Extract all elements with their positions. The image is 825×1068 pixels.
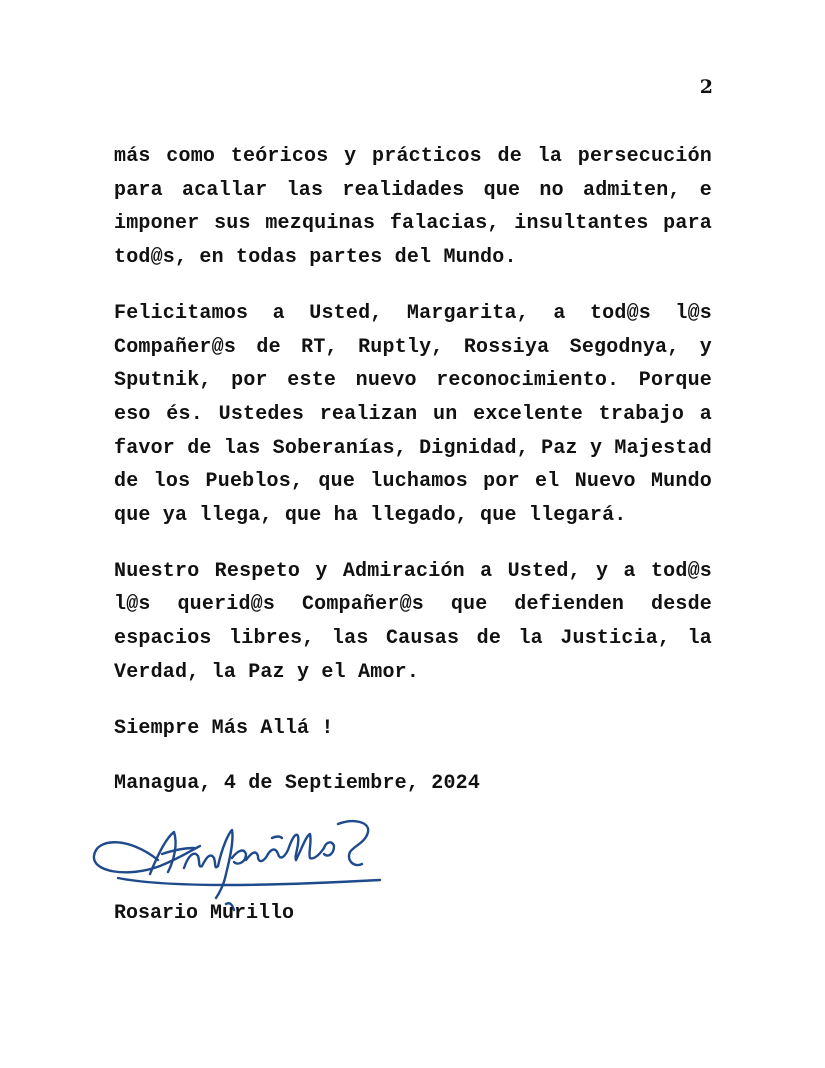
signer-name: Rosario Murillo bbox=[114, 902, 295, 925]
paragraph-persecution: más como teóricos y prácticos de la persecución para acallar las realidades que no admiten, e imponer sus mezquinas falacias, insultantes para tod@s, en todas partes del Mundo. bbox=[114, 145, 712, 270]
paragraph-respect: Nuestro Respeto y Admiración a Usted, y a tod@s l@s querid@s Compañer@s que defienden desde espacios libres, las Causas de la Justicia, la Verdad, la Paz y el Amor. bbox=[114, 559, 712, 684]
paragraph-congratulations: Felicitamos a Usted, Margarita, a tod@s l@s Compañer@s de RT, Ruptly, Rossiya Segodnya, y Sputnik, por este nuevo reconocimiento. Porque eso és. Ustedes realizan un excelente trabajo a favor de las Soberanías, Dignidad, Paz y Majestad de los Pueblos, que luchamos por el Nuevo Mundo que ya llega, que ha llegado, que llegará. bbox=[114, 301, 712, 528]
page-number: 2 bbox=[699, 76, 713, 98]
place-and-date: Managua, 4 de Septiembre, 2024 bbox=[114, 772, 481, 796]
closing-line: Siempre Más Allá ! bbox=[114, 716, 334, 740]
letter-body bbox=[114, 140, 712, 801]
